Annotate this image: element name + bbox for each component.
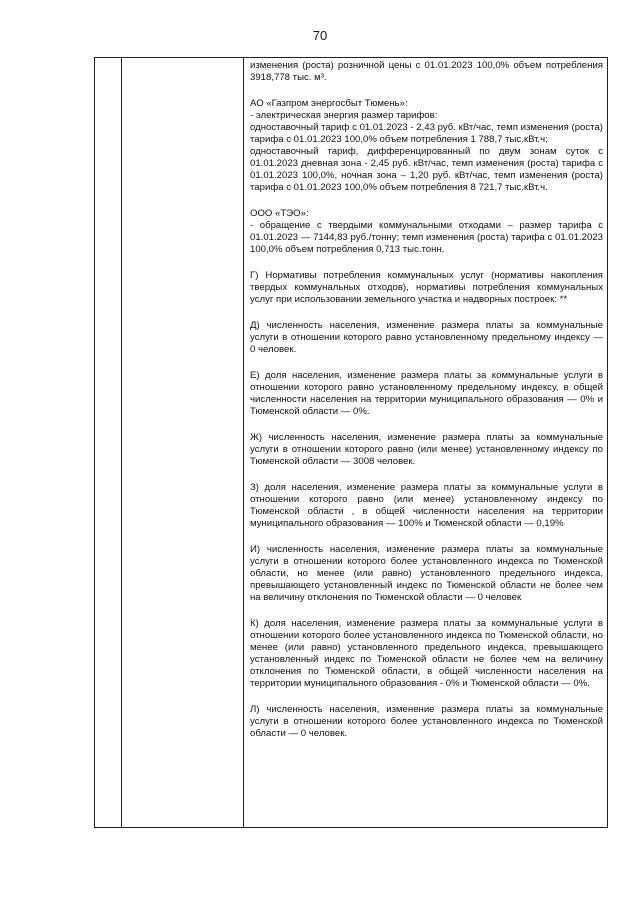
paragraph-line: - электрическая энергия размер тарифов: [250,110,438,121]
column-divider-2 [243,58,244,827]
document-table [94,57,608,828]
paragraph [250,370,603,418]
paragraph-line: И) численность населения, изменение размера платы за коммунальные услуги в отношении которого более установленного индекса по Тюменской области, но менее (или равно) установленного предельного индекса, превышающего установленный индекс по Тюменской области не более чем на величину отклонения по Тюменской области — 0 человек [250,544,603,603]
paragraph [250,270,603,306]
paragraph-line: Е) доля населения, изменение размера платы за коммунальные услуги в отношении которого равно установленному предельному индексу, в общей численности населения на территории муниципального образования — 0% и Тюменской области — 0%. [250,370,603,417]
paragraph-line: Л) численность населения, изменение размера платы за коммунальные услуги в отношении которого более установленного индекса по Тюменской области — 0 человек. [250,704,603,739]
paragraph-line: З) доля населения, изменение размера платы за коммунальные услуги в отношении которого равно (или менее) установленному индексу по Тюменской области , в общей численности населения на территории муниципального образования — 100% и Тюменской области — 0,19% [250,482,603,529]
paragraph-line: Г) Нормативы потребления коммунальных услуг (нормативы накопления твердых коммунальных отходов), нормативы потребления коммунальных услуг при использовании земельного участка и надворных построек: ** [250,270,603,305]
paragraph-line: изменения (роста) розничной цены с 01.01.2023 100,0% объем потребления 3918,778 тыс. м³. [250,60,603,83]
table-cell-text [250,60,603,740]
paragraph-line: АО «Газпром энергосбыт Тюмень»: [250,98,408,109]
paragraph-line: Ж) численность населения, изменение размера платы за коммунальные услуги в отношении которого равно (или менее) установленному индексу по Тюменской области — 3008 человек. [250,432,603,467]
paragraph-line: Д) численность населения, изменение размера платы за коммунальные услуги в отношении которого равно установленному предельному индексу — 0 человек. [250,320,603,355]
paragraph-line: одноставочный тариф, дифференцированный по двум зонам суток с 01.01.2023 дневная зона - 2,45 руб. кВт/час, темп изменения (роста) тарифа с 01.01.2023 100,0%, ночная зона – 1,20 руб. кВт/час, темп изменения (роста) тарифа с 01.01.2023 100,0% объем потребления 8 721,7 тыс.кВт.ч. [250,146,603,193]
paragraph [250,482,603,530]
paragraph-line: одноставочный тариф с 01.01.2023 - 2,43 руб. кВт/час, темп изменения (роста) тарифа с 01.01.2023 100,0% объем потребления 1 788,7 тыс.кВт.ч; [250,122,603,145]
paragraph-line: - обращение с твердыми коммунальными отходами – размер тарифа с 01.01.2023 — 7144,83 руб./тонну; темп изменения (роста) тарифа с 01.01.2023 100,0% объем потребления 0,713 тыс.тонн. [250,220,603,255]
paragraph [250,618,603,690]
paragraph-line: К) доля населения, изменение размера платы за коммунальные услуги в отношении которого более установленного индекса по Тюменской области, но менее (или равно) установленного предельного индекса, превышающего установленный индекс по Тюменской области не более чем на величину отклонения по Тюменской области, в общей численности населения на территории муниципального образования - 0% и Тюменской области — 0%. [250,618,603,689]
paragraph [250,432,603,468]
paragraph [250,320,603,356]
paragraph [250,60,603,84]
paragraph-line: ООО «ТЭО»: [250,208,309,219]
paragraph [250,704,603,740]
column-divider-1 [121,58,122,827]
page-number: 70 [312,28,328,43]
paragraph [250,544,603,604]
paragraph [250,208,603,256]
paragraph [250,98,603,194]
